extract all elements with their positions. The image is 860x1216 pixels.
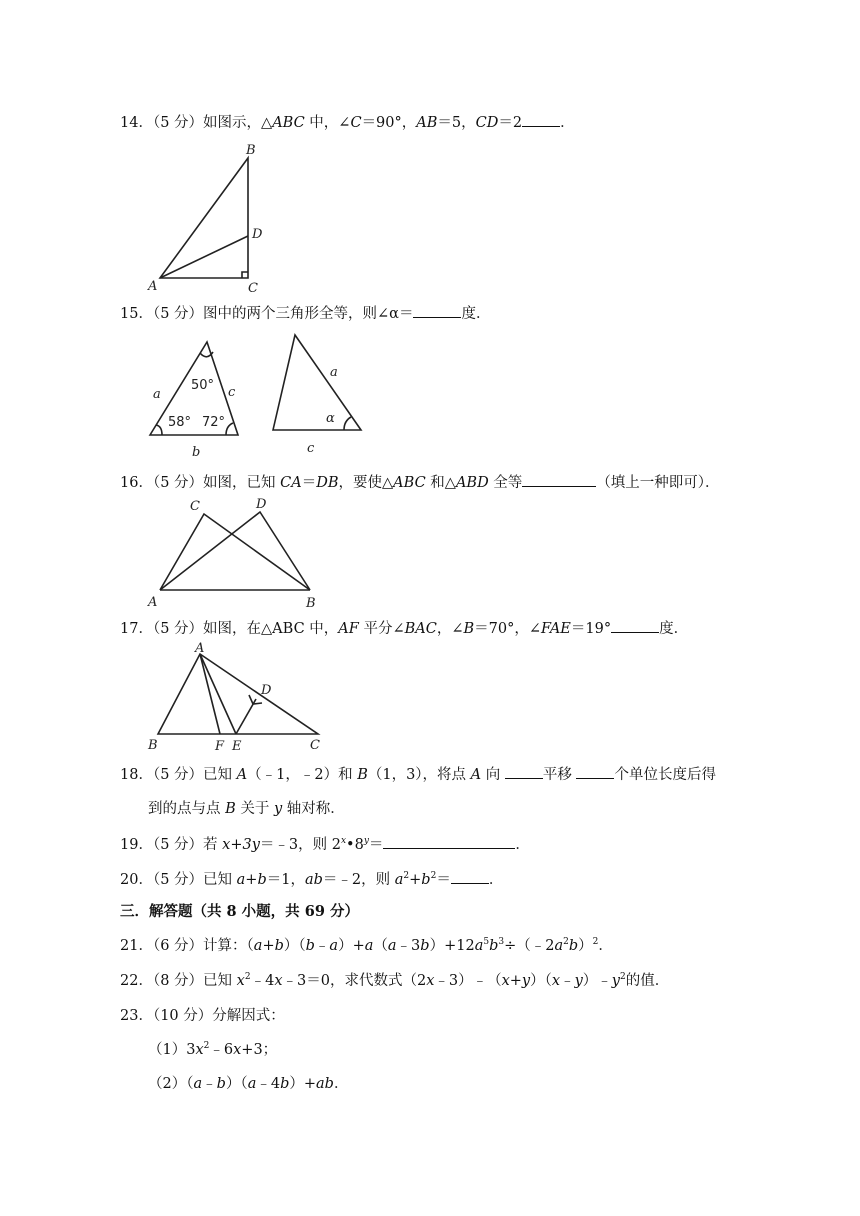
question-22: 22．（8 分）已知 $x^2﹣4x﹣3=0$，求代数式$(2x﹣3)﹣(x+y)(x﹣y)﹣y^2$的值． — [120, 972, 670, 989]
angle-arc-left — [156, 425, 162, 435]
answer-blank — [413, 303, 461, 318]
question-23: 23．（10 分）分解因式： — [120, 1008, 285, 1024]
answer-blank — [383, 834, 515, 849]
answer-blank — [522, 472, 596, 487]
side-label-c-2: c — [307, 441, 315, 456]
right-angle-mark — [242, 272, 248, 278]
label-d: D — [261, 683, 272, 698]
question-17: 17．（5 分）如图，在△ABC 中，AF 平分∠BAC，∠B＝70°，∠FAE＝19° 度． — [120, 618, 688, 639]
label-b: B — [246, 143, 256, 158]
triangle-right — [273, 335, 361, 430]
angle-72: 72° — [202, 415, 226, 430]
angle-arc-alpha — [344, 417, 351, 430]
label-b: B — [148, 738, 158, 753]
answer-blank — [451, 869, 489, 884]
question-18-line-2: 到的点与点 B 关于 y 轴对称． — [148, 801, 345, 817]
question-16: 16．（5 分）如图，已知 CA＝DB，要使△ABC 和△ABD 全等 （填上一种即可）． — [120, 472, 720, 493]
label-c: C — [248, 281, 258, 296]
label-b: B — [306, 596, 316, 611]
question-23-part-2: （2）（a﹣b）（a﹣4b）+ab． — [148, 1076, 349, 1092]
label-a: A — [148, 595, 158, 610]
question-15: 15．（5 分）图中的两个三角形全等，则∠α＝ 度． — [120, 303, 490, 324]
label-d: D — [252, 227, 263, 242]
angle-alpha: α — [326, 411, 335, 426]
triangle-abc — [158, 654, 318, 734]
question-18: 18．（5 分）已知 A（﹣1，﹣2）和 B（1，3），将点 A 向 平移 个单位长度后得 — [120, 764, 716, 785]
angle-arc-right — [226, 423, 233, 435]
question-19: 19．（5 分）若 x+3y＝﹣3，则 $2^x•8^y=$ ． — [120, 834, 530, 855]
triangle-abc — [160, 158, 248, 278]
label-e: E — [232, 739, 242, 754]
label-a: A — [195, 641, 205, 656]
answer-blank-direction — [505, 764, 543, 779]
side-label-b: b — [192, 445, 201, 460]
angle-58: 58° — [168, 415, 192, 430]
question-14: 14．（5 分）如图示，△ABC 中，∠C＝90°，AB＝5，CD＝2 ． — [120, 112, 575, 133]
answer-blank — [611, 618, 659, 633]
side-label-a: a — [153, 387, 161, 402]
answer-blank — [522, 112, 560, 127]
label-d: D — [256, 497, 267, 512]
angle-50: 50° — [191, 378, 215, 393]
label-c: C — [190, 499, 200, 514]
label-a: A — [148, 279, 158, 294]
figure-q17-triangle — [140, 642, 340, 754]
segment-ad — [160, 236, 248, 278]
side-label-c: c — [228, 385, 236, 400]
question-20: 20．（5 分）已知 a+b＝1，ab＝﹣2，则 $a^2+b^2=$ ． — [120, 869, 503, 890]
figure-q16-triangles — [140, 494, 340, 610]
answer-blank-units — [576, 764, 614, 779]
label-c: C — [310, 738, 320, 753]
figure-q15-triangles — [140, 330, 380, 465]
question-23-part-1: $(1)3x^2﹣6x+3$； — [148, 1041, 278, 1058]
section-3-heading: 三．解答题（共 8 小题，共 69 分） — [120, 903, 359, 920]
triangle-acb — [160, 514, 310, 590]
figure-q14-triangle — [140, 138, 290, 296]
label-f: F — [215, 739, 225, 754]
question-21: 21．（6 分）计算：$(a+b)(b﹣a)+a(a﹣3b)+12a^5b^3\div(﹣2a^2b)^2$． — [120, 937, 613, 954]
side-label-a-2: a — [330, 365, 338, 380]
